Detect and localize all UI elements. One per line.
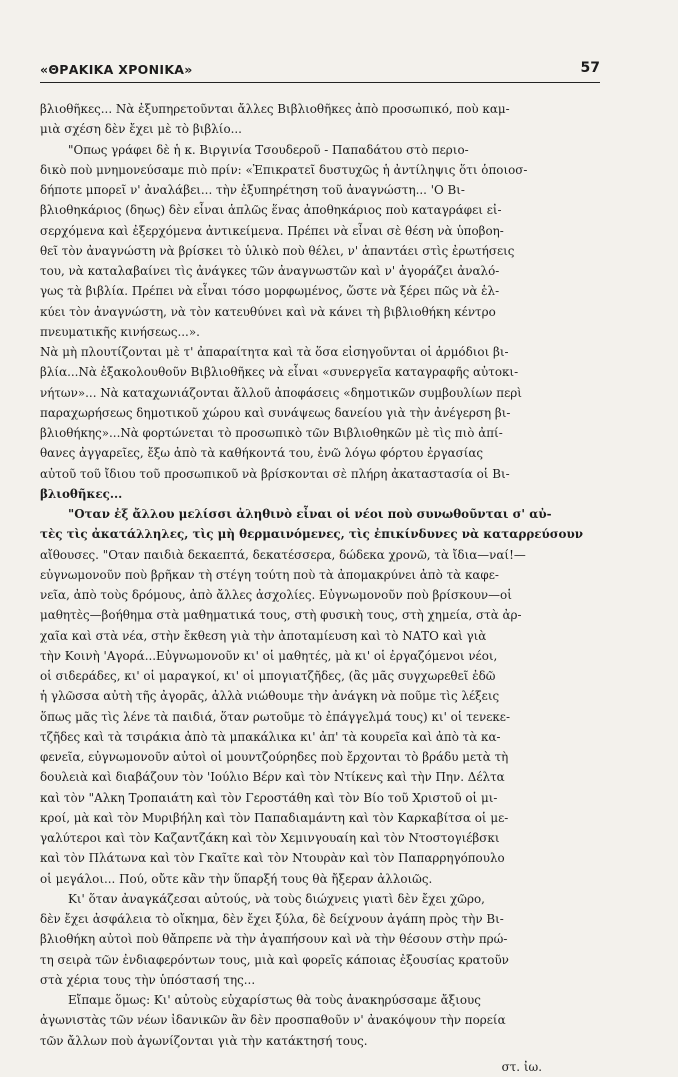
text-line: χαῖα καὶ στὰ νέα, στὴν ἔκθεση γιὰ τὴν ἀποταμίευση καὶ τὸ ΝΑΤΟ καὶ γιὰ [40, 628, 487, 643]
text-line: τὲς τὶς ἀκατάλληλες, τὶς μὴ θερμαινόμενες, τὶς ἐπικίνδυνες νὰ καταρρεύσουν [40, 527, 583, 542]
text-line: γαλύτεροι καὶ τὸν Καζαντζάκη καὶ τὸν Χεμινγουαίη καὶ τὸν Ντοστογιέβσκι [40, 831, 500, 845]
paragraph-3 [40, 342, 600, 504]
text-line: Νὰ μὴ πλουτίζονται μὲ τ' ἀπαραίτητα καὶ τὰ ὅσα εἰσηγοῦνται οἱ ἁρμόδιοι βι- [40, 345, 509, 359]
text-line: βλία...Νὰ ἐξακολουθοῦν Βιβλιοθῆκες νὰ εἶναι «συνεργεῖα καταγραφῆς αὐτοκι- [40, 365, 519, 380]
text-line: μιὰ σχέση δὲν ἔχει μὲ τὸ βιβλίο... [40, 122, 242, 137]
page-number: 57 [580, 60, 600, 76]
running-title: «ΘΡΑΚΙΚΑ ΧΡΟΝΙΚΑ» [40, 62, 193, 77]
text-line: καὶ τὸν "Αλκη Τροπαιάτη καὶ τὸν Γεροστάθη καὶ τὸν Βίο τοῦ Χριστοῦ οἱ μι- [40, 790, 498, 805]
text-line: κροί, μὰ καὶ τὸν Μυριβήλη καὶ τὸν Παπαδιαμάντη καὶ τὸν Καρκαβίτσα οἱ με- [40, 810, 509, 825]
text-line: θανες ἀγγαρεῖες, ἔξω ἀπὸ τὰ καθήκοντά του, ἐνῶ λόγω φόρτου ἐργασίας [40, 446, 484, 461]
text-line: αἴθουσες. "Οταν παιδιὰ δεκαεπτά, δεκατέσσερα, δώδεκα χρονῶ, τὰ ἴδια—ναί!— [40, 547, 526, 562]
text-line: τῶν ἄλλων ποὺ ἀγωνίζονται γιὰ τὴν κατάκτησή τους. [40, 1033, 368, 1048]
text-line: τζῆδες καὶ τὰ τσιράκια ἀπὸ τὰ μπακάλικα κι' ἀπ' τὰ κουρεῖα καὶ ἀπὸ τὰ κα- [40, 729, 501, 744]
text-line: νεῖα, ἀπὸ τοὺς δρόμους, ἀπὸ ἄλλες ἀσχολίες. Εὐγνωμονοῦν ποὺ βρίσκουν—οἱ [40, 588, 512, 602]
text-line: δήποτε μπορεῖ ν' ἀναλάβει... τὴν ἐξυπηρέτηση τοῦ ἀναγνώστη... 'Ο Βι- [40, 183, 465, 197]
article-body [40, 99, 600, 1077]
text-line: βλιοθήκης»...Νὰ φορτώνεται τὸ προσωπικὸ τῶν Βιβλιοθηκῶν μὲ τὶς πιὸ ἀπί- [40, 426, 503, 440]
text-line: νήτων»... Νὰ καταχωνιάζονται ἄλλοῦ ἀποφάσεις «δημοτικῶν συμβουλίων περὶ [40, 385, 522, 400]
author-signature: στ. ἰω. [501, 1059, 542, 1074]
text-line: "Οπως γράφει δὲ ἡ κ. Βιργινία Τσουδεροῦ - Παπαδάτου στὸ περιο- [68, 142, 469, 157]
paragraph-2 [40, 140, 600, 343]
text-line: Κι' ὅταν ἀναγκάζεσαι αὐτούς, νὰ τοὺς διώχνεις γιατὶ δὲν ἔχει χῶρο, [68, 891, 485, 906]
text-line: γως τὰ βιβλία. Πρέπει νὰ εἶναι τόσο μορφωμένος, ὥστε νὰ ξέρει πῶς νὰ ἑλ- [40, 284, 500, 299]
text-line: εὐγνωμονοῦν ποὺ βρῆκαν τὴ στέγη τούτη ποὺ τὰ ἀπομακρύνει ἀπὸ τὰ καφε- [40, 567, 499, 582]
page-header [40, 60, 600, 83]
text-line: σερχόμενα καὶ ἐξερχόμενα ἀντικείμενα. Πρέπει νὰ εἶναι σὲ θέση νὰ ὑποβοη- [40, 223, 504, 238]
text-line: φενεῖα, εὐγνωμονοῦν αὐτοὶ οἱ μουντζούρηδες ποὺ ἔρχονται τὸ βράδυ μετὰ τὴ [40, 750, 509, 764]
text-line: αὐτοῦ τοῦ ἴδιου τοῦ προσωπικοῦ νὰ βρίσκονται σὲ πλήρη ἀκαταστασία οἱ Βι- [40, 466, 510, 481]
text-line: θεῖ τὸν ἀναγνώστη νὰ βρίσκει τὸ ὑλικὸ ποὺ θέλει, ν' ἀπαντάει στὶς ἐρωτήσεις [40, 243, 515, 258]
text-line: πνευματικῆς κινήσεως...». [40, 324, 200, 339]
text-line: καὶ τὸν Πλάτωνα καὶ τὸν Γκαῖτε καὶ τὸν Ντουρὰν καὶ τὸν Παπαρρηγόπουλο [40, 851, 505, 866]
text-line: βλιοθῆκες... [40, 486, 123, 501]
text-line: οἱ μεγάλοι... Πού, οὔτε κἂν τὴν ὕπαρξή τους θὰ ἤξεραν ἀλλοιῶς. [40, 871, 433, 886]
text-line: "Οταν ἐξ ἄλλου μελίσσι ἀληθινὸ εἶναι οἱ νέοι ποὺ συνωθοῦνται σ' αὐ- [68, 507, 552, 521]
text-line: κύει τὸν ἀναγνώστη, νὰ τὸν κατευθύνει καὶ νὰ κάνει τὴ βιβλιοθήκη κέντρο [40, 304, 496, 319]
text-line: του, νὰ καταλαβαίνει τὶς ἀνάγκες τῶν ἀναγνωστῶν καὶ ν' ἀγοράζει ἀναλό- [40, 264, 500, 278]
text-line: βλιοθήκη αὐτοὶ ποὺ θἄπρεπε νὰ τὴν ἀγαπήσουν καὶ νὰ τὴν θέσουν στὴν πρώ- [40, 932, 508, 947]
text-line: βλιοθῆκες... Νὰ ἐξυπηρετοῦνται ἄλλες Βιβλιοθῆκες ἀπὸ προσωπικό, ποὺ καμ- [40, 102, 510, 116]
text-line: ἀγωνιστὰς τῶν νέων ἰδανικῶν ἂν δὲν προσπαθοῦν ν' ἀνακόψουν τὴν πορεία [40, 1013, 506, 1028]
text-line: μαθητὲς—βοήθημα στὰ μαθηματικά τους, στὴ φυσικὴ τους, στὴ χημεία, στὰ ἀρ- [40, 608, 522, 623]
text-line: ὅπως μᾶς τὶς λένε τὰ παιδιά, ὅταν ρωτοῦμε τὸ ἐπάγγελμά τους) κι' οἱ τενεκε- [40, 709, 510, 724]
paragraph-6 [40, 990, 600, 1051]
text-line: παραχωρήσεως δημοτικοῦ χώρου καὶ συνάψεως δανείου γιὰ τὴν ἀνέγερση βι- [40, 405, 511, 420]
text-line: δικὸ ποὺ μνημονεύσαμε πιὸ πρίν: «Ἐπικρατεῖ δυστυχῶς ἡ ἀντίληψις ὅτι ὁποιοσ- [40, 162, 528, 177]
text-line: Εἴπαμε ὅμως: Κι' αὐτοὺς εὐχαρίστως θὰ τοὺς ἀνακηρύσσαμε ἄξιους [68, 993, 481, 1007]
paragraph-5 [40, 889, 600, 990]
text-line: δὲν ἔχει ἀσφάλεια τὸ οἴκημα, δὲν ἔχει ξύλα, δὲ δείχνουν ἀγάπη πρὸς τὴν Βι- [40, 912, 504, 926]
paragraph-4 [40, 504, 600, 889]
text-line: οἱ σιδεράδες, κι' οἱ μαραγκοί, κι' οἱ μπογιατζῆδες, (ἂς μᾶς συγχωρεθεῖ ἐδῶ [40, 669, 496, 683]
text-line: τη σειρὰ τῶν ἐνδιαφερόντων τους, μιὰ καὶ φορεῖς κάποιας ἐξουσίας κρατοῦν [40, 952, 509, 967]
text-line: βλιοθηκάριος (δηως) δὲν εἶναι ἁπλῶς ἕνας ἀποθηκάριος ποὺ καταγράφει εἰ- [40, 203, 502, 218]
text-line: στὰ χέρια τους τὴν ὑπόστασή της... [40, 972, 256, 987]
paragraph-1 [40, 99, 600, 140]
text-line: δουλειὰ καὶ διαβάζουν τὸν 'Ιούλιο Βέρν καὶ τὸν Ντίκενς καὶ τὴν Πην. Δέλτα [40, 770, 505, 785]
text-line: τὴν Κοινὴ 'Αγορά...Εὐγνωμονοῦν κι' οἱ μαθητές, μὰ κι' οἱ ἐργαζόμενοι νέοι, [40, 648, 498, 663]
text-line: ἡ γλῶσσα αὐτὴ τῆς ἀγορᾶς, ἀλλὰ νιώθουμε τὴν ἀνάγκη νὰ ποῦμε τὶς λέξεις [40, 689, 500, 704]
